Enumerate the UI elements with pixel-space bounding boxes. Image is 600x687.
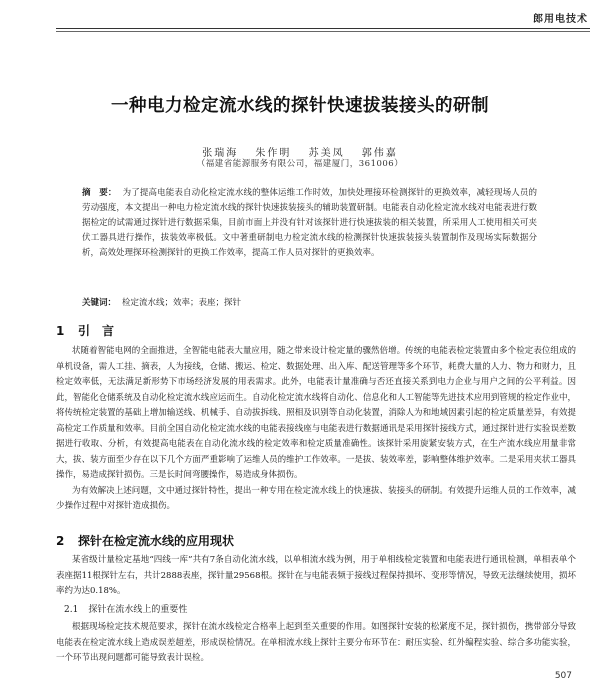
subsection-number: 2.1 [64, 605, 79, 615]
paper-title: 一种电力检定流水线的探针快速拔装接头的研制 [111, 96, 489, 116]
subsection-body [56, 620, 576, 667]
author-name: 朱作明 [255, 148, 292, 159]
paragraph: 状随着智能电网的全面推进，全智能电能表大量应用，随之带来设计检定量的骤然倍增。传统的电能表检定装置由多个检定表位组成的单机设备，需人工挂、摘表，人为接线，仓储、搬运、检定、数据处理、出入库、配送管理等多个环节，耗费大量的人力、物力和财力，且检定效率低，无法满足新形势下市场经济发展的用表需求。此外，电能表计量准确与否还直接关系到电力企业与用户之间的公平利益。因此，智能化仓储系统及自动化检定流水线应运而生。自动化检定流水线将自动化、信息化和人工智能等先进技术应用到管规的检定作业中，将传统检定装置的基础上增加输送线、机械手、自动拔拆线、照相及识别等自动化装置，消除人为和地域因素引起的检定质量差异，有效提高检定工作质量和效率。目前全国自动化检定流水线的电能表接线座与电能表进行数据通讯是采用探针接线方式，通过探针进行实验误差数据进行收取、分析，有效提高电能表在自动化流水线的检定效率和检定质量准确性。该探针采用旋紧安装方式，在生产流水线应用量非常大，拔、装方面至少存在以下几个方面严重影响了运维人员的维护工作效率。一是拔、装效率差，影响整体维护效率。二是采用夹状工器具操作，易造成探针损伤。三是长时间弯腰操作，易造成身体损伤。 [56, 346, 576, 480]
abstract [82, 186, 537, 261]
subsection-heading [64, 602, 187, 615]
author-name: 苏美凤 [308, 148, 345, 159]
author-name: 郭伟嘉 [361, 148, 398, 159]
keywords-label: 关键词： [82, 298, 117, 308]
paragraph: 为有效解决上述问题，文中通过探针特性，提出一种专用在检定流水线上的快速拔、装接头的研制。有效提升运维人员的工作效率，减少操作过程中对探针造成损伤。 [56, 485, 576, 511]
keywords [82, 296, 537, 308]
keywords-text: 检定流水线；效率；表座；探针 [122, 298, 242, 308]
section-heading-introduction [56, 322, 114, 339]
section-heading-status [56, 532, 234, 549]
paragraph: 根据现场检定技术规范要求，探针在流水线检定合格率上起到至关重要的作用。如图探针安装的松紧度不足，探针损伤，携带部分导致电能表在检定流水线上造成误差超差，形成误检情况。在单相流水线上探针主要分布环节在：耐压实验、红外编程实验、综合多功能实验，一个环节出现问题都可能导致表计误检。 [56, 622, 576, 663]
header-rule [56, 28, 590, 29]
section-title: 引 言 [78, 324, 115, 338]
affiliation: （福建省能源服务有限公司，福建厦门，361006） [196, 159, 404, 169]
section-number: 2 [56, 534, 65, 548]
abstract-text: 为了提高电能表自动化检定流水线的整体运维工作时效，加快处理接环检测探针的更换效率，减轻现场人员的劳动强度，本文提出一种电力检定流水线的探针快速拔装接头的辅助装置研制。电能表自动化检定流水线对电能表进行数据检定的试需通过探针进行数据采集，目前市面上并没有针对该探针进行快速拔装的相关装置，所采用人工使用相关可夹伏工器具进行操作，拔装效率极低。文中著重研制电力检定流水线的检测探针快速拔装接头装置制作及现场实际数据分析，高效处理探环检测探针的更换工作效率，提高工作人员对探针的更换效率。 [82, 188, 537, 258]
status-body [56, 553, 576, 600]
journal-tag: 郎用电技术 [533, 14, 588, 25]
section-title: 探针在检定流水线的应用现状 [78, 534, 235, 548]
running-header [0, 0, 600, 30]
section-number: 1 [56, 324, 65, 338]
paragraph: 某省级计量检定基地“四线一库”共有7条自动化流水线，以单相流水线为例，用于单相线检定装置和电能表进行通讯检测，单相表单个表座据11根探针左右，共计2888表座，探针量29568根。探针在与电能表频于接线过程保持损坏、变形等情况，导致无法继续使用，损坏率约为达0.18%。 [56, 555, 576, 596]
header-rule-thin [56, 31, 590, 32]
author-name: 张瑞海 [202, 148, 239, 159]
introduction-body [56, 344, 576, 515]
page-number: 507 [554, 671, 572, 681]
abstract-label: 摘 要： [82, 188, 117, 198]
subsection-title: 探针在流水线上的重要性 [88, 605, 188, 615]
